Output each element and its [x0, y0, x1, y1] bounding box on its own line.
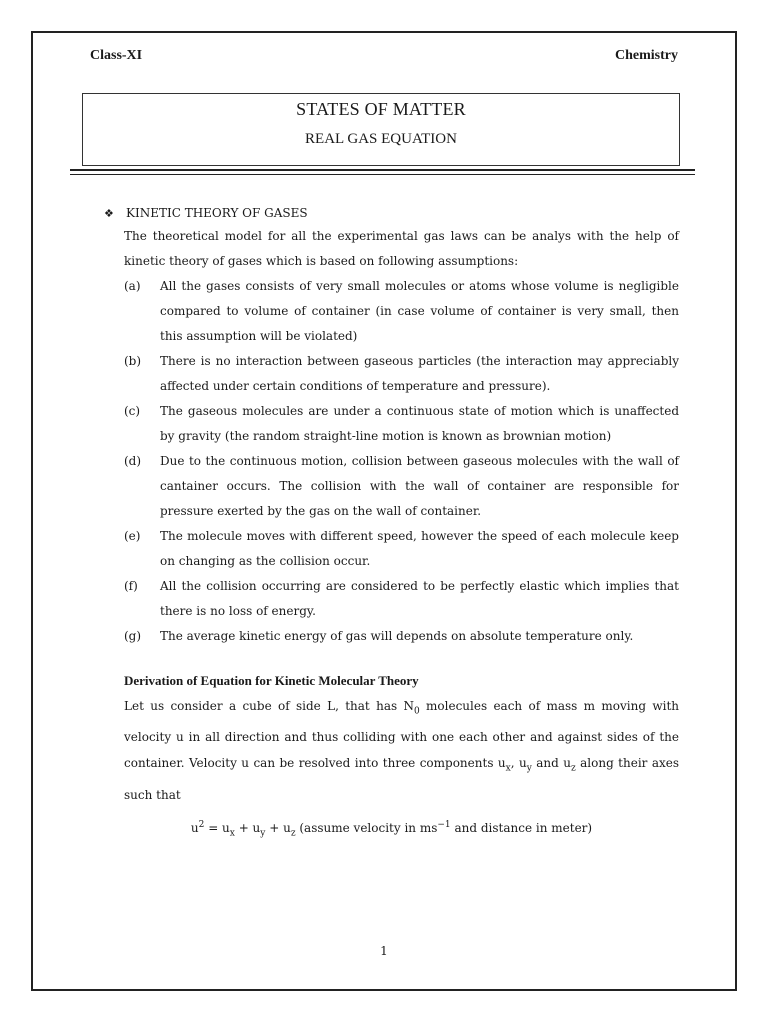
list-marker: (f): [124, 579, 138, 593]
page-title: STATES OF MATTER: [296, 99, 466, 119]
list-item: [124, 574, 679, 624]
intro-paragraph: The theoretical model for all the experimental gas laws can be analys with the help of kinetic theory of gases which is based on following assumptions:: [124, 229, 679, 268]
derivation-paragraph: [124, 693, 679, 808]
eq-exponent: 2: [198, 819, 205, 830]
divider-thin: [70, 174, 695, 175]
list-item: [124, 349, 679, 399]
derivation-text-3: along their axes such that: [124, 756, 680, 802]
page-number: 1: [380, 944, 388, 958]
derivation-heading: Derivation of Equation for Kinetic Molecular Theory: [124, 673, 419, 688]
eq-subscript: z: [290, 828, 296, 839]
n0-subscript: 0: [413, 706, 420, 717]
eq-symbol: u: [190, 820, 199, 835]
section-title: KINETIC THEORY OF GASES: [126, 206, 308, 220]
list-text: All the collision occurring are considered to be perfectly elastic which implies that there is no loss of energy.: [160, 579, 679, 618]
list-marker: (d): [124, 454, 142, 468]
diamond-bullet-icon: ❖: [104, 206, 114, 220]
derivation-text-2: molecules each of mass m moving with velocity u in all direction and thus colliding with one each other and against sides of the container. Velocity u can be resolved into three components u: [124, 699, 680, 771]
list-marker: (b): [124, 354, 142, 368]
section-heading: [104, 202, 679, 224]
list-text: The average kinetic energy of gas will depends on absolute temperature only.: [160, 629, 634, 643]
eq-symbol: + u: [265, 820, 291, 835]
ux-subscript: x: [505, 763, 511, 774]
eq-exponent: −1: [437, 819, 451, 830]
eq-symbol: = u: [204, 820, 230, 835]
header-subject: Chemistry: [615, 48, 678, 63]
list-item: [124, 399, 679, 449]
page-subtitle: REAL GAS EQUATION: [305, 131, 457, 147]
title-box: [82, 93, 680, 166]
eq-subscript: x: [229, 828, 235, 839]
separator: , u: [510, 756, 527, 771]
list-marker: (g): [124, 629, 142, 643]
eq-symbol: + u: [234, 820, 261, 835]
main-content: [104, 202, 679, 846]
list-text: All the gases consists of very small molecules or atoms whose volume is negligible compared to volume of container (in case volume of container is very small, then this assumption will be violated): [160, 279, 679, 343]
list-text: Due to the continuous motion, collision between gaseous molecules with the wall of cantainer occurs. The collision with the wall of container are responsible for pressure exerted by the gas on the wall of container.: [160, 454, 679, 518]
eq-note: (assume velocity in ms: [295, 820, 438, 835]
list-item: [124, 449, 679, 524]
eq-note: and distance in meter): [450, 820, 593, 835]
uz-subscript: z: [570, 763, 576, 774]
list-marker: (e): [124, 529, 141, 543]
list-item: [124, 274, 679, 349]
eq-subscript: y: [260, 828, 266, 839]
derivation-text-1: Let us consider a cube of side L, that has N: [124, 699, 414, 713]
velocity-equation: [104, 812, 679, 846]
list-item: [124, 524, 679, 574]
list-text: The gaseous molecules are under a continuous state of motion which is unaffected by gravity (the random straight-line motion is known as brownian motion): [160, 404, 679, 443]
list-text: The molecule moves with different speed, however the speed of each molecule keep on changing as the collision occur.: [160, 529, 679, 568]
list-marker: (c): [124, 404, 141, 418]
header-class: Class-XI: [90, 48, 143, 63]
list-item: [124, 624, 679, 649]
separator: and u: [531, 756, 571, 771]
list-marker: (a): [124, 279, 141, 293]
uy-subscript: y: [526, 763, 532, 774]
list-text: There is no interaction between gaseous particles (the interaction may appreciably affected under certain conditions of temperature and pressure).: [160, 354, 679, 393]
divider-thick: [70, 169, 695, 171]
assumption-list: [104, 274, 679, 649]
